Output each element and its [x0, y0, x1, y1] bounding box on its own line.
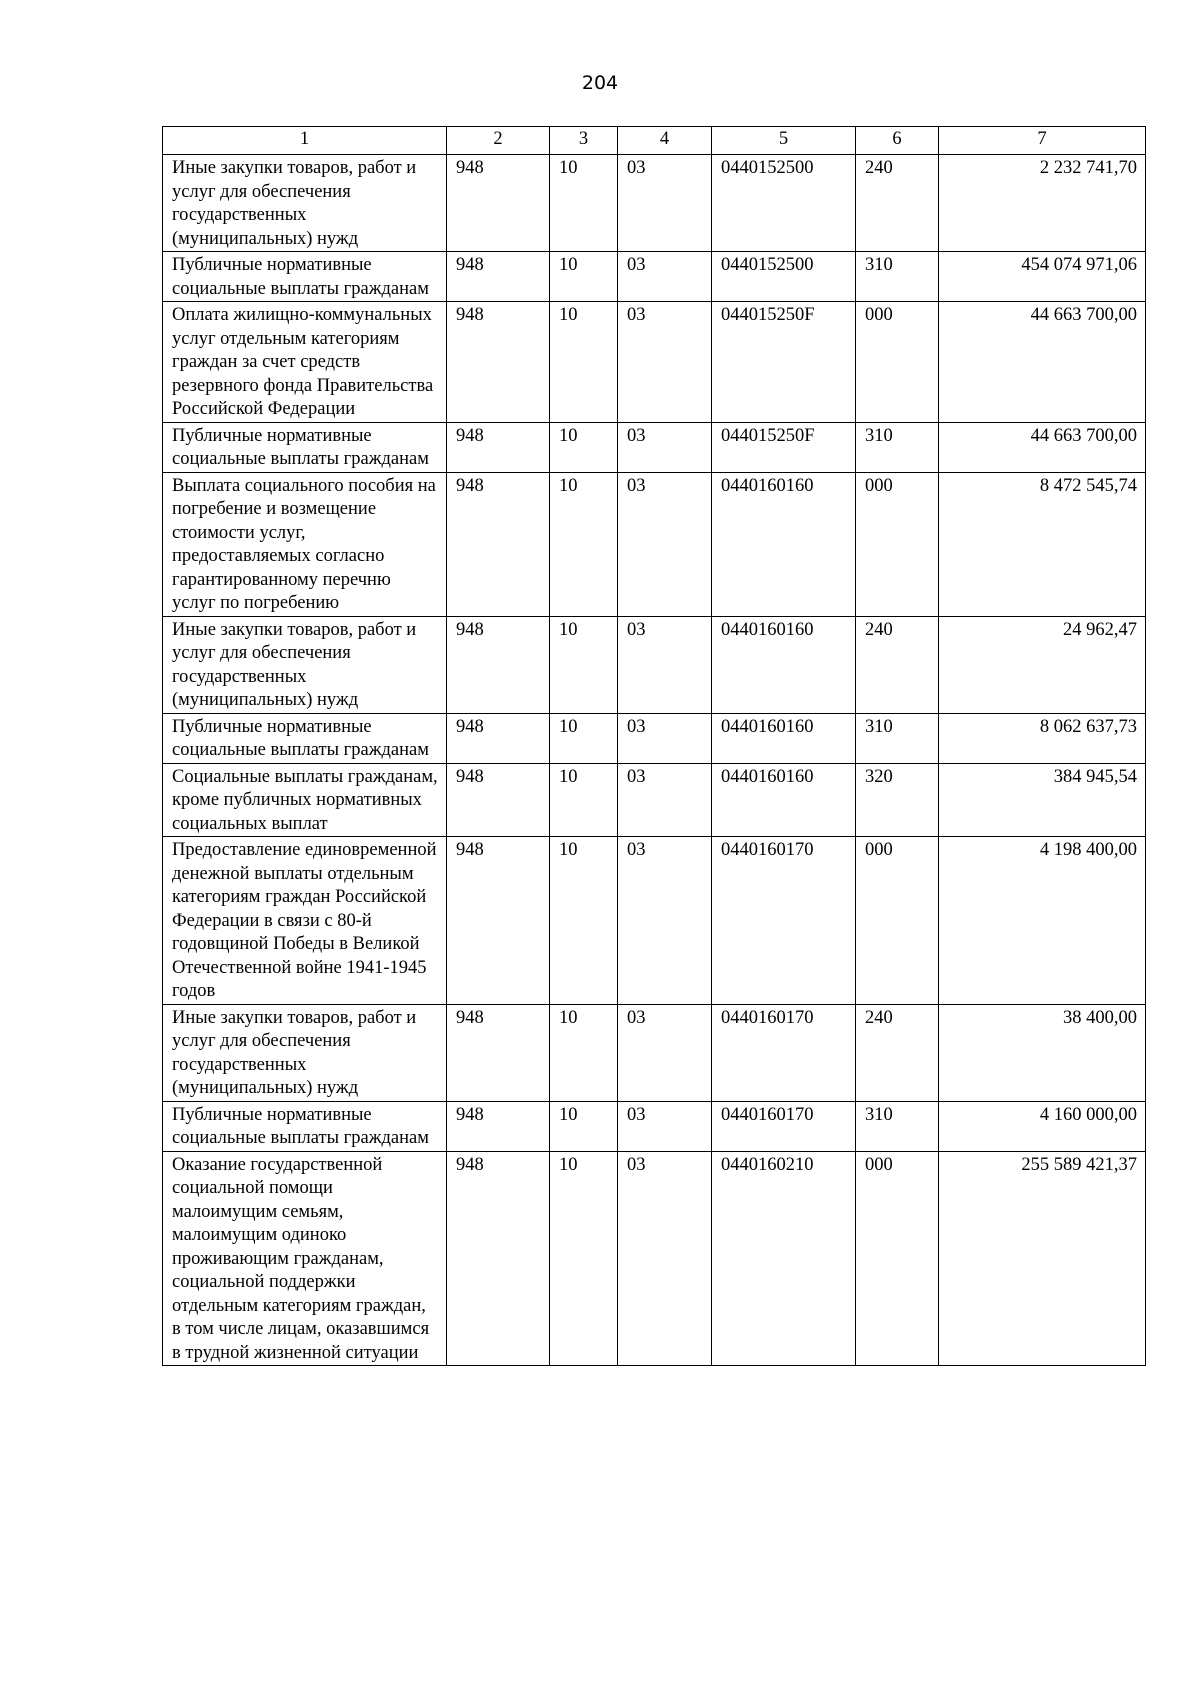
- header-cell: 3: [550, 127, 618, 155]
- subsection-code-cell: 03: [618, 616, 712, 713]
- header-cell: 7: [939, 127, 1146, 155]
- expense-name-cell: Выплата социального пособия на погребение и возмещение стоимости услуг, предоставляемых согласно гарантированному перечню услуг по погребению: [163, 472, 447, 616]
- expense-type-cell: 310: [856, 422, 939, 472]
- header-cell: 4: [618, 127, 712, 155]
- expense-type-cell: 320: [856, 763, 939, 837]
- table-row: [163, 302, 1146, 423]
- amount-cell: 44 663 700,00: [939, 302, 1146, 423]
- expense-name-cell: Публичные нормативные социальные выплаты гражданам: [163, 713, 447, 763]
- target-article-cell: 0440160160: [712, 616, 856, 713]
- expense-type-cell: 000: [856, 472, 939, 616]
- department-code-cell: 948: [447, 472, 550, 616]
- department-code-cell: 948: [447, 302, 550, 423]
- department-code-cell: 948: [447, 155, 550, 252]
- table-row: [163, 1101, 1146, 1151]
- subsection-code-cell: 03: [618, 155, 712, 252]
- table-header-row: [163, 127, 1146, 155]
- expense-name-cell: Иные закупки товаров, работ и услуг для обеспечения государственных (муниципальных) нужд: [163, 155, 447, 252]
- section-code-cell: 10: [550, 1101, 618, 1151]
- target-article-cell: 0440152500: [712, 252, 856, 302]
- target-article-cell: 0440160160: [712, 713, 856, 763]
- expense-type-cell: 240: [856, 1004, 939, 1101]
- section-code-cell: 10: [550, 155, 618, 252]
- expense-name-cell: Оплата жилищно-коммунальных услуг отдельным категориям граждан за счет средств резервного фонда Правительства Российской Федерации: [163, 302, 447, 423]
- department-code-cell: 948: [447, 837, 550, 1005]
- expense-name-cell: Предоставление единовременной денежной выплаты отдельным категориям граждан Российской Федерации в связи с 80-й годовщиной Победы в Великой Отечественной войне 1941-1945 годов: [163, 837, 447, 1005]
- expense-name-cell: Оказание государственной социальной помощи малоимущим семьям, малоимущим одиноко проживающим гражданам, социальной поддержки отдельным категориям граждан, в том числе лицам, оказавшимся в трудной жизненной ситуации: [163, 1151, 447, 1366]
- amount-cell: 454 074 971,06: [939, 252, 1146, 302]
- section-code-cell: 10: [550, 837, 618, 1005]
- amount-cell: 38 400,00: [939, 1004, 1146, 1101]
- section-code-cell: 10: [550, 1004, 618, 1101]
- section-code-cell: 10: [550, 616, 618, 713]
- target-article-cell: 0440160210: [712, 1151, 856, 1366]
- header-cell: 2: [447, 127, 550, 155]
- amount-cell: 24 962,47: [939, 616, 1146, 713]
- amount-cell: 44 663 700,00: [939, 422, 1146, 472]
- expense-type-cell: 310: [856, 713, 939, 763]
- section-code-cell: 10: [550, 472, 618, 616]
- subsection-code-cell: 03: [618, 713, 712, 763]
- subsection-code-cell: 03: [618, 472, 712, 616]
- subsection-code-cell: 03: [618, 1101, 712, 1151]
- subsection-code-cell: 03: [618, 1151, 712, 1366]
- expense-name-cell: Иные закупки товаров, работ и услуг для обеспечения государственных (муниципальных) нужд: [163, 616, 447, 713]
- target-article-cell: 044015250F: [712, 302, 856, 423]
- amount-cell: 4 160 000,00: [939, 1101, 1146, 1151]
- target-article-cell: 0440152500: [712, 155, 856, 252]
- department-code-cell: 948: [447, 422, 550, 472]
- subsection-code-cell: 03: [618, 1004, 712, 1101]
- amount-cell: 255 589 421,37: [939, 1151, 1146, 1366]
- target-article-cell: 0440160170: [712, 837, 856, 1005]
- table-row: [163, 422, 1146, 472]
- table-row: [163, 837, 1146, 1005]
- expense-name-cell: Публичные нормативные социальные выплаты гражданам: [163, 1101, 447, 1151]
- table-row: [163, 155, 1146, 252]
- subsection-code-cell: 03: [618, 763, 712, 837]
- target-article-cell: 044015250F: [712, 422, 856, 472]
- expense-type-cell: 000: [856, 837, 939, 1005]
- table-row: [163, 616, 1146, 713]
- table-row: [163, 713, 1146, 763]
- department-code-cell: 948: [447, 1004, 550, 1101]
- table-row: [163, 1004, 1146, 1101]
- department-code-cell: 948: [447, 252, 550, 302]
- amount-cell: 4 198 400,00: [939, 837, 1146, 1005]
- table-row: [163, 472, 1146, 616]
- amount-cell: 8 472 545,74: [939, 472, 1146, 616]
- amount-cell: 8 062 637,73: [939, 713, 1146, 763]
- section-code-cell: 10: [550, 302, 618, 423]
- section-code-cell: 10: [550, 1151, 618, 1366]
- header-cell: 5: [712, 127, 856, 155]
- expense-type-cell: 000: [856, 1151, 939, 1366]
- expense-name-cell: Публичные нормативные социальные выплаты гражданам: [163, 252, 447, 302]
- department-code-cell: 948: [447, 763, 550, 837]
- expense-name-cell: Социальные выплаты гражданам, кроме публичных нормативных социальных выплат: [163, 763, 447, 837]
- subsection-code-cell: 03: [618, 302, 712, 423]
- budget-table: [162, 126, 1146, 1366]
- section-code-cell: 10: [550, 422, 618, 472]
- expense-type-cell: 240: [856, 155, 939, 252]
- department-code-cell: 948: [447, 1151, 550, 1366]
- section-code-cell: 10: [550, 763, 618, 837]
- section-code-cell: 10: [550, 713, 618, 763]
- subsection-code-cell: 03: [618, 252, 712, 302]
- header-cell: 1: [163, 127, 447, 155]
- target-article-cell: 0440160160: [712, 472, 856, 616]
- expense-name-cell: Публичные нормативные социальные выплаты гражданам: [163, 422, 447, 472]
- expense-name-cell: Иные закупки товаров, работ и услуг для обеспечения государственных (муниципальных) нужд: [163, 1004, 447, 1101]
- target-article-cell: 0440160170: [712, 1004, 856, 1101]
- target-article-cell: 0440160170: [712, 1101, 856, 1151]
- department-code-cell: 948: [447, 1101, 550, 1151]
- amount-cell: 2 232 741,70: [939, 155, 1146, 252]
- target-article-cell: 0440160160: [712, 763, 856, 837]
- department-code-cell: 948: [447, 713, 550, 763]
- expense-type-cell: 310: [856, 252, 939, 302]
- table-row: [163, 763, 1146, 837]
- amount-cell: 384 945,54: [939, 763, 1146, 837]
- header-cell: 6: [856, 127, 939, 155]
- subsection-code-cell: 03: [618, 422, 712, 472]
- page-number: 204: [581, 72, 619, 94]
- expense-type-cell: 240: [856, 616, 939, 713]
- subsection-code-cell: 03: [618, 837, 712, 1005]
- section-code-cell: 10: [550, 252, 618, 302]
- table-row: [163, 252, 1146, 302]
- department-code-cell: 948: [447, 616, 550, 713]
- table-row: [163, 1151, 1146, 1366]
- expense-type-cell: 000: [856, 302, 939, 423]
- expense-type-cell: 310: [856, 1101, 939, 1151]
